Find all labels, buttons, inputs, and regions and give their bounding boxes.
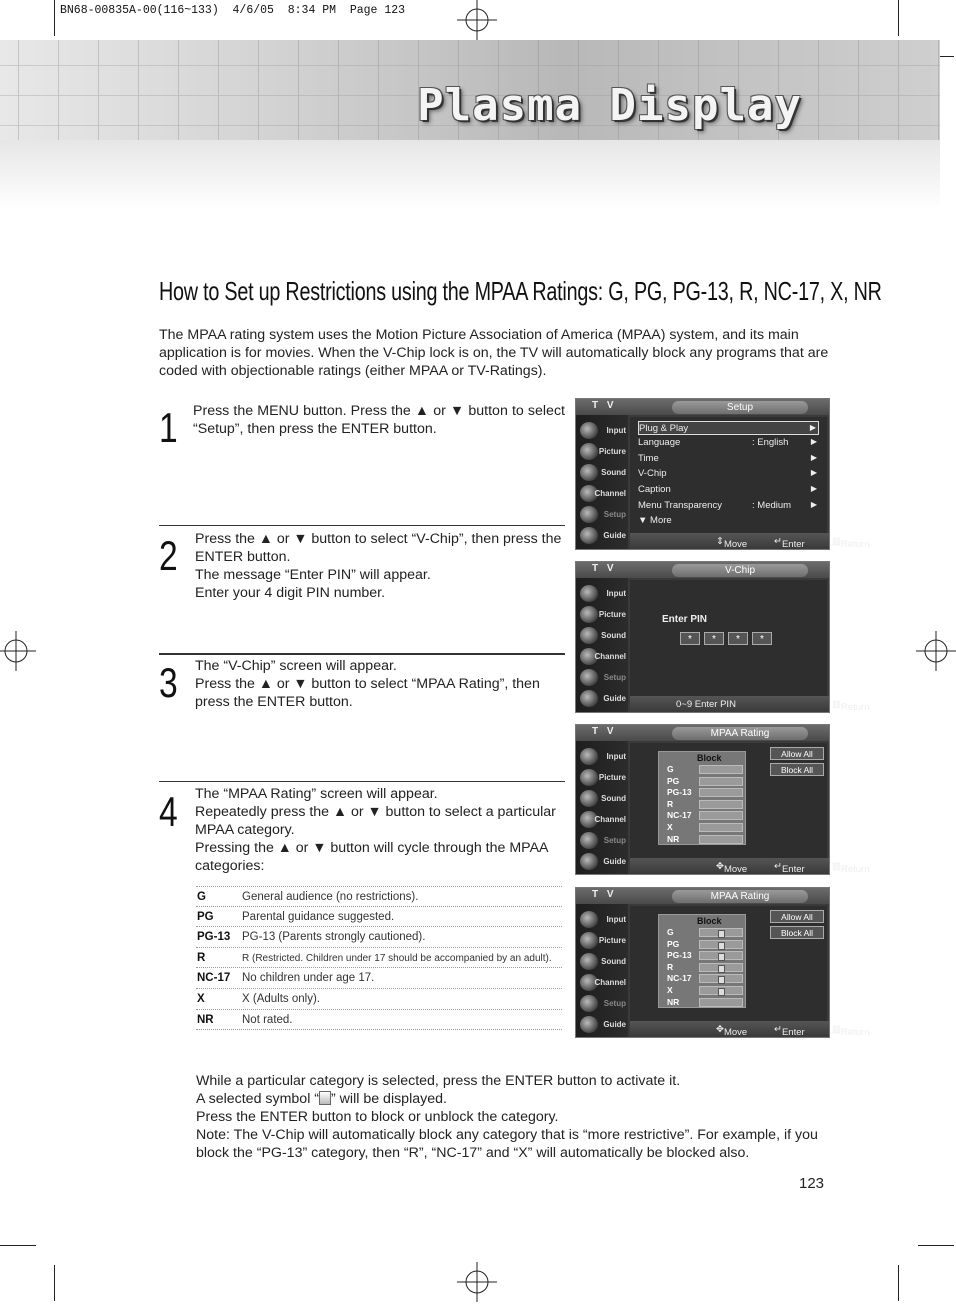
sidebar-label: Sound: [601, 957, 626, 966]
sidebar-item-guide[interactable]: [578, 1015, 626, 1034]
tv-topbar: [576, 725, 829, 741]
outro-paragraph: [196, 1072, 832, 1162]
rating-code: NC-17: [197, 972, 231, 985]
menu-title: MPAA Rating: [672, 727, 808, 740]
input-icon: [580, 585, 598, 602]
setup-icon: [580, 506, 598, 523]
pin-digit-field[interactable]: *: [728, 632, 748, 645]
step-text: Press the MENU button. Press the ▲ or ▼ button to select “Setup”, then press the ENTER button.: [193, 403, 565, 437]
sidebar-label: Input: [606, 752, 626, 761]
rating-code: G: [667, 764, 674, 774]
registration-mark: [457, 1262, 497, 1302]
sidebar-label: Sound: [601, 631, 626, 640]
sidebar-item-sound[interactable]: [578, 789, 626, 808]
return-hint: ▥ Return: [832, 699, 870, 713]
outro-text: ” will be displayed.: [331, 1091, 447, 1107]
tv-label: T V: [592, 889, 617, 900]
page-heading: How to Set up Restrictions using the MPAA Ratings: G, PG, PG-13, R, NC-17, X, NR: [159, 276, 882, 306]
input-icon: [580, 422, 598, 439]
tv-topbar: [576, 888, 829, 904]
sidebar-item-channel[interactable]: [578, 647, 626, 666]
sidebar-label: Channel: [594, 489, 626, 498]
guide-icon: [580, 1016, 598, 1033]
table-row: [196, 907, 562, 928]
tv-main-panel: [630, 906, 827, 1021]
step-number: 4: [159, 788, 178, 835]
tv-screen-setup: [575, 398, 870, 550]
input-icon: [580, 748, 598, 765]
tv-bottombar: [630, 696, 870, 713]
tv-label: T V: [592, 726, 617, 737]
table-row: [196, 948, 562, 969]
enter-label: Enter: [781, 539, 805, 550]
sidebar-label: Setup: [603, 999, 626, 1008]
block-toggle-locked[interactable]: [699, 928, 743, 937]
step-number: 3: [159, 659, 178, 706]
arrow-right-icon: ▶: [810, 437, 817, 446]
tv-screen-mpaa-unblocked: [575, 724, 870, 875]
sidebar-item-input[interactable]: [578, 910, 626, 929]
step-number: 1: [159, 404, 178, 451]
sidebar-label: Guide: [603, 531, 626, 540]
block-toggle[interactable]: [699, 788, 743, 797]
sidebar-label: Picture: [598, 773, 626, 782]
tv-label: T V: [592, 400, 617, 411]
guide-icon: [580, 690, 598, 707]
rating-code: R: [667, 962, 674, 972]
block-header: Block: [697, 916, 722, 926]
move-hint: ✥ Move: [716, 1024, 748, 1038]
tv-sidebar: [576, 741, 628, 874]
menu-item-label: V-Chip: [638, 468, 667, 479]
step-line: The “MPAA Rating” screen will appear.: [195, 786, 438, 802]
sound-icon: [580, 464, 598, 481]
block-toggle[interactable]: [699, 998, 743, 1007]
arrow-right-icon: ▶: [810, 468, 817, 477]
sidebar-label: Guide: [603, 857, 626, 866]
sidebar-label: Channel: [594, 815, 626, 824]
return-hint: ▥ Return: [832, 861, 870, 875]
step-line: Enter your 4 digit PIN number.: [195, 585, 386, 601]
sidebar-label: Setup: [603, 836, 626, 845]
sidebar-label: Channel: [594, 978, 626, 987]
step-divider: [159, 525, 565, 526]
rating-code: G: [197, 891, 206, 903]
step-divider: [159, 653, 565, 655]
sidebar-item-sound[interactable]: [578, 952, 626, 971]
return-label: Return: [840, 1027, 870, 1038]
rating-code: PG: [667, 776, 680, 786]
guide-icon: [580, 853, 598, 870]
block-toggle-locked[interactable]: [699, 963, 743, 972]
step-line: Press the ▲ or ▼ button to select “V-Chip”, then press the ENTER button.: [195, 531, 562, 565]
pin-digit-field[interactable]: *: [680, 632, 700, 645]
pin-digit-field[interactable]: *: [752, 632, 772, 645]
rating-desc: R (Restricted. Children under 17 should be accompanied by an adult).: [242, 952, 552, 964]
sidebar-label: Input: [606, 589, 626, 598]
crop-mark: [54, 0, 55, 36]
rating-code: X: [667, 822, 673, 832]
rating-code: PG: [197, 910, 214, 923]
arrow-right-icon: ▶: [810, 453, 817, 462]
sound-icon: [580, 790, 598, 807]
sidebar-item-picture[interactable]: [578, 931, 626, 950]
menu-title: Setup: [672, 401, 808, 414]
enter-label: Enter: [781, 864, 805, 875]
step-line: Press the ▲ or ▼ button to select “MPAA Rating”, then press the ENTER button.: [195, 676, 540, 710]
rating-desc: Not rated.: [242, 1013, 293, 1026]
block-toggle[interactable]: [699, 811, 743, 820]
block-toggle[interactable]: [699, 823, 743, 832]
menu-item-label: Language: [638, 437, 681, 448]
menu-item-label: ▼ More: [638, 515, 672, 526]
rating-desc: Parental guidance suggested.: [242, 910, 395, 923]
step-text: [195, 530, 565, 602]
table-row: [196, 989, 562, 1010]
sidebar-item-setup[interactable]: [578, 668, 626, 687]
menu-item-more[interactable]: [638, 514, 819, 528]
block-toggle[interactable]: [699, 765, 743, 774]
rating-code: R: [197, 951, 206, 964]
pin-hint: 0~9 Enter PIN: [676, 699, 736, 710]
sidebar-label: Guide: [603, 1020, 626, 1029]
crop-mark: [898, 1265, 899, 1301]
lock-symbol-icon: [319, 1091, 331, 1105]
enter-hint: ↵ Enter: [774, 1024, 805, 1038]
step-text: [195, 657, 565, 711]
rating-code: PG: [667, 939, 680, 949]
crop-mark: [898, 0, 899, 36]
pin-prompt: Enter PIN: [662, 614, 708, 625]
enter-hint: ↵ Enter: [774, 861, 805, 875]
sidebar-item-sound[interactable]: [578, 626, 626, 645]
tv-bottombar: [630, 533, 870, 550]
outro-note: Note: The V-Chip will automatically block any category that is “more restrictive”. For example, if you block the “PG-13” category, then “R”, “NC-17” and “X” will automatically be blocked also.: [196, 1127, 818, 1161]
rating-code: R: [667, 799, 674, 809]
move-label: Move: [723, 864, 748, 875]
sound-icon: [580, 953, 598, 970]
tv-main-panel: [630, 580, 827, 696]
allow-all-button[interactable]: Allow All: [770, 747, 824, 760]
menu-item-language[interactable]: [638, 436, 819, 450]
rating-desc: X (Adults only).: [242, 992, 320, 1005]
table-row: [196, 927, 562, 948]
rating-code: NC-17: [667, 810, 692, 820]
rating-desc: No children under age 17.: [242, 972, 375, 985]
block-toggle-locked[interactable]: [699, 974, 743, 983]
outro-line: [196, 1090, 832, 1108]
sidebar-item-channel[interactable]: [578, 484, 626, 503]
move-label: Move: [723, 539, 748, 550]
rating-code: PG-13: [667, 950, 692, 960]
rating-code: NC-17: [667, 973, 692, 983]
rating-code: X: [667, 985, 673, 995]
tv-sidebar: [576, 415, 628, 549]
sidebar-item-guide[interactable]: [578, 526, 626, 545]
menu-item-caption[interactable]: [638, 483, 819, 497]
menu-item-value: : English: [752, 437, 789, 448]
return-label: Return: [840, 539, 870, 550]
sidebar-label: Input: [606, 915, 626, 924]
setup-icon: [580, 995, 598, 1012]
tv-sidebar: [576, 904, 628, 1037]
intro-paragraph: The MPAA rating system uses the Motion Picture Association of America (MPAA) system, and its main application is for movies. When the V-Chip lock is on, the TV will automatically block any programs that are coded with objectionable ratings (either MPAA or TV-Ratings).: [159, 327, 829, 379]
sidebar-label: Picture: [598, 447, 626, 456]
menu-item-vchip[interactable]: [638, 467, 819, 481]
arrow-right-icon: ▶: [810, 500, 817, 509]
sidebar-item-channel[interactable]: [578, 973, 626, 992]
pin-digit-field[interactable]: *: [704, 632, 724, 645]
return-label: Return: [840, 702, 870, 713]
print-header: BN68-00835A-00(116~133) 4/6/05 8:34 PM Page 123: [60, 4, 406, 17]
header-banner: [0, 40, 940, 140]
arrow-right-icon: ▶: [809, 423, 816, 432]
sidebar-label: Setup: [603, 510, 626, 519]
picture-icon: [580, 932, 598, 949]
menu-item-label: Plug & Play: [639, 423, 689, 434]
tv-bottombar: [630, 858, 870, 875]
move-hint: ⇕ Move: [716, 536, 748, 550]
block-toggle-locked[interactable]: [699, 940, 743, 949]
rating-code: PG-13: [197, 931, 231, 944]
move-hint: ✥ Move: [716, 861, 748, 875]
input-icon: [580, 911, 598, 928]
setup-icon: [580, 832, 598, 849]
menu-item-value: : Medium: [752, 500, 792, 511]
outro-text: A selected symbol “: [196, 1091, 320, 1107]
outro-line: While a particular category is selected, press the ENTER button to activate it.: [196, 1073, 681, 1089]
allow-all-button[interactable]: Allow All: [770, 910, 824, 923]
sidebar-item-picture[interactable]: [578, 605, 626, 624]
tv-sidebar: [576, 578, 628, 712]
sidebar-item-picture[interactable]: [578, 442, 626, 461]
menu-item-time[interactable]: [638, 452, 819, 466]
sidebar-item-sound[interactable]: [578, 463, 626, 482]
sidebar-label: Setup: [603, 673, 626, 682]
sidebar-item-guide[interactable]: [578, 852, 626, 871]
rating-code: NR: [667, 834, 680, 844]
rating-desc: General audience (no restrictions).: [242, 891, 419, 903]
tv-main-panel: [630, 743, 827, 858]
sidebar-item-setup[interactable]: [578, 994, 626, 1013]
banner-fade: [0, 140, 940, 210]
tv-screen-mpaa-blocked: [575, 887, 870, 1038]
sidebar-label: Sound: [601, 794, 626, 803]
return-label: Return: [840, 864, 870, 875]
guide-icon: [580, 527, 598, 544]
return-hint: ▥ Return: [832, 1024, 870, 1038]
block-toggle[interactable]: [699, 835, 743, 844]
menu-item-label: Time: [638, 453, 659, 464]
step-divider: [159, 781, 565, 782]
sidebar-item-input[interactable]: [578, 747, 626, 766]
crop-mark: [0, 1245, 36, 1246]
block-all-button[interactable]: Block All: [770, 926, 824, 939]
step-text: [195, 785, 567, 875]
enter-label: Enter: [781, 1027, 805, 1038]
tv-topbar: [576, 399, 829, 415]
menu-item-label: Caption: [638, 484, 671, 495]
tv-topbar: [576, 562, 829, 578]
menu-item-menu-transparency[interactable]: [638, 499, 819, 513]
move-label: Move: [723, 1027, 748, 1038]
tv-label: T V: [592, 563, 617, 574]
picture-icon: [580, 769, 598, 786]
rating-code: PG-13: [667, 787, 692, 797]
step-line: The message “Enter PIN” will appear.: [195, 567, 431, 583]
sidebar-item-setup[interactable]: [578, 505, 626, 524]
outro-line: Press the ENTER button to block or unblock the category.: [196, 1109, 559, 1125]
rating-code: X: [197, 992, 205, 1005]
sidebar-label: Picture: [598, 936, 626, 945]
menu-title: MPAA Rating: [672, 890, 808, 903]
block-header: Block: [697, 753, 722, 763]
block-toggle[interactable]: [699, 800, 743, 809]
registration-mark: [457, 0, 497, 40]
sidebar-item-channel[interactable]: [578, 810, 626, 829]
rating-code: NR: [667, 997, 680, 1007]
tv-main-panel: [630, 417, 827, 533]
sidebar-label: Channel: [594, 652, 626, 661]
step-line: Pressing the ▲ or ▼ button will cycle through the MPAA categories:: [195, 840, 548, 874]
step-number: 2: [159, 532, 178, 579]
step-line: The “V-Chip” screen will appear.: [195, 658, 397, 674]
sidebar-item-input[interactable]: [578, 584, 626, 603]
menu-item-plug-and-play[interactable]: [638, 421, 819, 435]
rating-block-panel: [658, 914, 746, 1008]
crop-mark: [918, 1245, 954, 1246]
step-line: Repeatedly press the ▲ or ▼ button to select a particular MPAA category.: [195, 804, 556, 838]
picture-icon: [580, 443, 598, 460]
block-toggle-locked[interactable]: [699, 951, 743, 960]
sidebar-label: Sound: [601, 468, 626, 477]
registration-mark: [0, 631, 36, 671]
rating-code: G: [667, 927, 674, 937]
block-toggle-locked[interactable]: [699, 986, 743, 995]
sidebar-label: Picture: [598, 610, 626, 619]
sidebar-item-setup[interactable]: [578, 831, 626, 850]
tv-screen-vchip: [575, 561, 870, 713]
setup-icon: [580, 669, 598, 686]
table-row: [196, 1010, 562, 1031]
enter-hint: ↵ Enter: [774, 536, 805, 550]
return-hint: ▥ Return: [832, 536, 870, 550]
sidebar-item-picture[interactable]: [578, 768, 626, 787]
arrow-right-icon: ▶: [810, 484, 817, 493]
table-row: [196, 968, 562, 989]
menu-item-label: Menu Transparency: [638, 500, 722, 511]
registration-mark: [916, 631, 956, 671]
block-toggle[interactable]: [699, 777, 743, 786]
sound-icon: [580, 627, 598, 644]
sidebar-label: Guide: [603, 694, 626, 703]
page-number: 123: [799, 1175, 825, 1192]
picture-icon: [580, 606, 598, 623]
menu-title: V-Chip: [672, 564, 808, 577]
sidebar-label: Input: [606, 426, 626, 435]
table-row: [196, 886, 562, 907]
rating-block-panel: [658, 751, 746, 845]
block-all-button[interactable]: Block All: [770, 763, 824, 776]
tv-bottombar: [630, 1021, 870, 1038]
banner-title: Plasma Display: [417, 80, 802, 131]
crop-mark: [54, 1265, 55, 1301]
rating-desc: PG-13 (Parents strongly cautioned).: [242, 931, 426, 944]
rating-code: NR: [197, 1013, 214, 1026]
sidebar-item-guide[interactable]: [578, 689, 626, 708]
ratings-table: [196, 886, 562, 1030]
sidebar-item-input[interactable]: [578, 421, 626, 440]
